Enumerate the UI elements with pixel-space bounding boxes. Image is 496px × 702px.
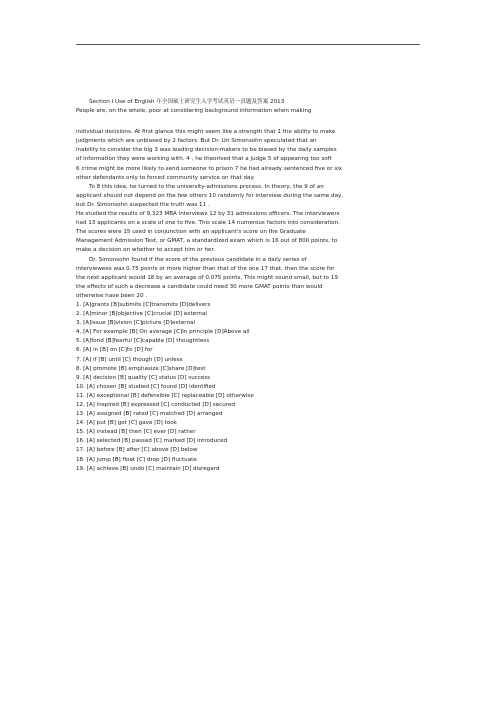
question-item: 8. [A] promote [B] emphasize [C]share [D]test [76,365,206,372]
passage-line: To 8 this idea, he turned to the university-admissions process. In theory, the 9 of an [89,183,324,190]
passage-line: The scores were 15 used in conjunction with an applicant's score on the Graduate [76,229,306,236]
passage-line: had 13 applicants on a scale of one to five. This scale 14 numerous factors into consideration. [76,220,340,227]
header-rule [76,44,420,45]
passage-line: but Dr. Simonsohn suspected the truth was 11 . [76,201,210,208]
passage-line: 6 crime might be more likely to send someone to prison 7 he had already sentenced five or six [76,165,343,172]
passage-line: Management Admission Test, or GMAT, a standardized exam which is 16 out of 800 points, to [76,238,338,245]
question-item: 6. [A] in [B] on [C]to [D] for [76,347,153,354]
question-item: 1. [A]grants [B]submits [C]transmits [D]delivers [76,301,211,308]
passage-line: make a decision on whether to accept him or her. [76,247,216,254]
passage-line: He studied the results of 9,323 MBA interviews 12 by 31 admissions officers. The interviewers [76,211,340,218]
question-item: 19. [A] achieve [B] undo [C] maintain [D] disregard [76,465,220,472]
passage-line: individual decisions. At first glance this might seem like a strength that 1 the ability to make [76,129,336,136]
passage-line: Dr. Simonsohn found if the score of the previous candidate in a daily series of [89,256,307,263]
passage [76,128,421,301]
question-item: 10. [A] chosen [B] studied [C] found [D] identified [76,383,216,390]
question-list [76,301,421,474]
question-item: 7. [A] if [B] until [C] though [D] unless [76,356,183,363]
question-item: 4. [A] For example [B] On average [C]In principle [D]Above all [76,329,250,336]
question-item: 15. [A] instead [B] then [C] ever [D] rather [76,429,196,436]
question-item: 16. [A] selected [B] passed [C] marked [D] introduced [76,438,228,445]
question-item: 17. [A] before [B] after [C] above [D] below [76,447,198,454]
question-item: 18. [A] jump [B] float [C] drop [D] fluctuate [76,456,197,463]
passage-line: other defendants only to forced community service on that day. [76,174,255,181]
intro-line: People are, on the whole, poor at considering background information when making [76,108,312,115]
passage-line: judgments which are unbiased by 2 factors. But Dr. Uri Simonsohn speculated that an [76,138,317,145]
passage-line: inability to consider the big 3 was leading decision-makers to be biased by the daily samples [76,147,337,154]
question-item: 2. [A]minor [B]objective [C]crucial [D] external [76,311,207,318]
question-item: 3. [A]issue [B]vision [C]picture [D]external [76,320,196,327]
passage-line: the next applicant would 18 by an average of 0.075 points. This might sound small, but to 19 [76,274,338,281]
passage-line: of information they were working with. 4 , he theorised that a judge 5 of appearing too soft [76,156,332,163]
blank-gap [76,116,421,128]
question-item: 12. [A] inspired [B] expressed [C] conducted [D] secured [76,402,235,408]
question-item: 14. [A] put [B] got [C] gave [D] took [76,420,177,427]
passage-line: otherwise have been 20 . [76,292,148,299]
question-item: 5. [A]fond [B]fearful [C]capable [D] thoughtless [76,338,210,345]
question-item: 9. [A] decision [B] quality [C] status [D] success [76,374,211,381]
passage-line: applicant should not depend on the few others 10 randomly for interview during the same day, [76,192,344,199]
question-item: 11. [A] exceptional [B] defensible [C] replaceable [D] otherwise [76,392,254,399]
passage-line: interviewees was 0.75 points or more higher than that of the one 17 that, then the score for [76,265,335,272]
document-body [76,98,421,474]
passage-line: the effects of such a decrease a candidate could need 30 more GMAT points than would [76,283,323,290]
question-item: 13. [A] assigned [B] rated [C] matched [D] arranged [76,411,223,418]
section-title: Section I Use of English 年全国硕士研究生入学考试英语一真题及答案 2013 [89,99,285,105]
